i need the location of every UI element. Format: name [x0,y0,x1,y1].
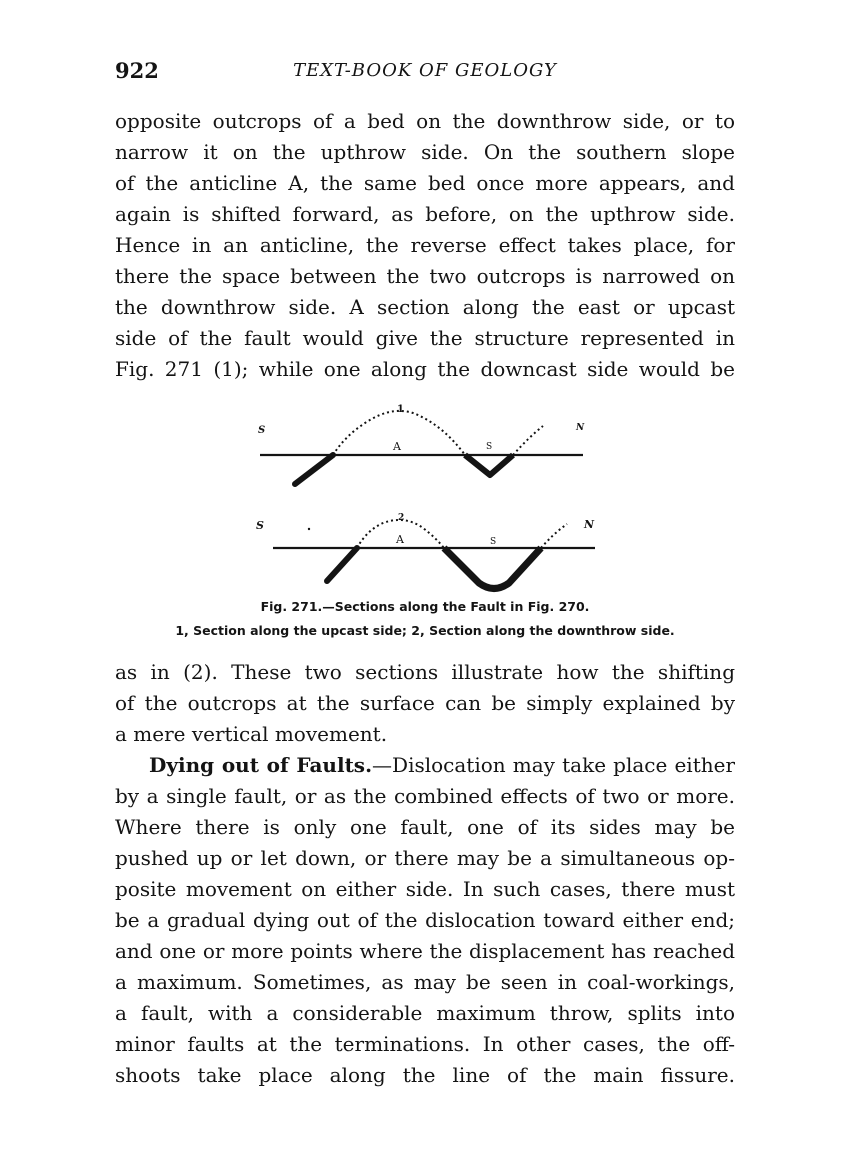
figure-caption-legend: 1, Section along the upcast side; 2, Section along the downthrow side. [175,623,675,638]
text-line: a mere vertical movement. [115,722,388,746]
text-line: minor faults at the terminations. In other cases, the off- [115,1032,735,1056]
text-line: the downthrow side. A section along the east or upcast [115,295,735,319]
text-line [115,750,735,781]
text-line: there the space between the two outcrops is narrowed on [115,264,735,288]
running-title: TEXT-BOOK OF GEOLOGY [293,60,557,81]
section-2-number: 2 [398,513,405,523]
text-line: again is shifted forward, as before, on the upthrow side. [115,202,735,226]
text-line: and one or more points where the displacement has reached [115,939,735,963]
figure-caption-title: Fig. 271.—Sections along the Fault in Fig. 270. [260,599,590,614]
section-1-label-syncline: S [486,442,493,452]
paragraph-3 [115,750,735,1091]
text-line: of the outcrops at the surface can be simply explained by [115,691,735,715]
text-line: be a gradual dying out of the dislocation toward either end; [115,908,735,932]
text-line: as in (2). These two sections illustrate how the shifting [115,660,735,684]
text-line: opposite outcrops of a bed on the downthrow side, or to [115,109,735,133]
section-1-label-anticline: A [393,440,401,453]
section-1-bed-syncline [465,455,513,475]
fault-sections-figure [245,398,605,598]
section-2-label-left: S [256,519,264,532]
section-2-diagram [256,513,595,589]
section-1-label-left: S [258,425,266,436]
text-line: a fault, with a considerable maximum throw, splits into [115,1001,735,1025]
section-2-label-syncline: S [490,537,497,547]
text-line: narrow it on the upthrow side. On the southern slope [115,140,735,164]
section-heading: Dying out of Faults. [149,753,373,777]
section-2-label-right: N [584,518,595,531]
section-1-number: 1 [397,404,404,415]
text-line: by a single fault, or as the combined effects of two or more. [115,784,735,808]
page-number: 922 [115,58,159,83]
text-line: side of the fault would give the structure represented in [115,326,735,350]
paragraph-1 [115,106,735,385]
page-header [115,58,735,88]
section-1-eroded-right [513,426,543,455]
section-2-bed-underground-left [327,548,357,581]
text-line: a maximum. Sometimes, as may be seen in coal-workings, [115,970,735,994]
section-2-speck [308,528,310,530]
text-line: Where there is only one fault, one of its sides may be [115,815,735,839]
text-line: pushed up or let down, or there may be a simultaneous op- [115,846,735,870]
section-2-eroded-right [541,524,567,548]
text-line: Hence in an anticline, the reverse effect takes place, for [115,233,735,257]
text-line-rest: —Dislocation may take place either [372,753,735,777]
text-line: shoots take place along the line of the main fissure. [115,1063,735,1087]
section-2-bed-syncline [444,548,541,589]
text-line: posite movement on either side. In such cases, there must [115,877,735,901]
section-1-diagram [258,404,585,484]
section-1-label-right: N [576,423,585,433]
paragraph-2 [115,657,735,750]
text-line: Fig. 271 (1); while one along the downcast side would be [115,357,735,381]
section-1-bed-underground-left [295,455,333,484]
text-line: of the anticline A, the same bed once more appears, and [115,171,735,195]
section-2-label-anticline: A [396,533,404,546]
